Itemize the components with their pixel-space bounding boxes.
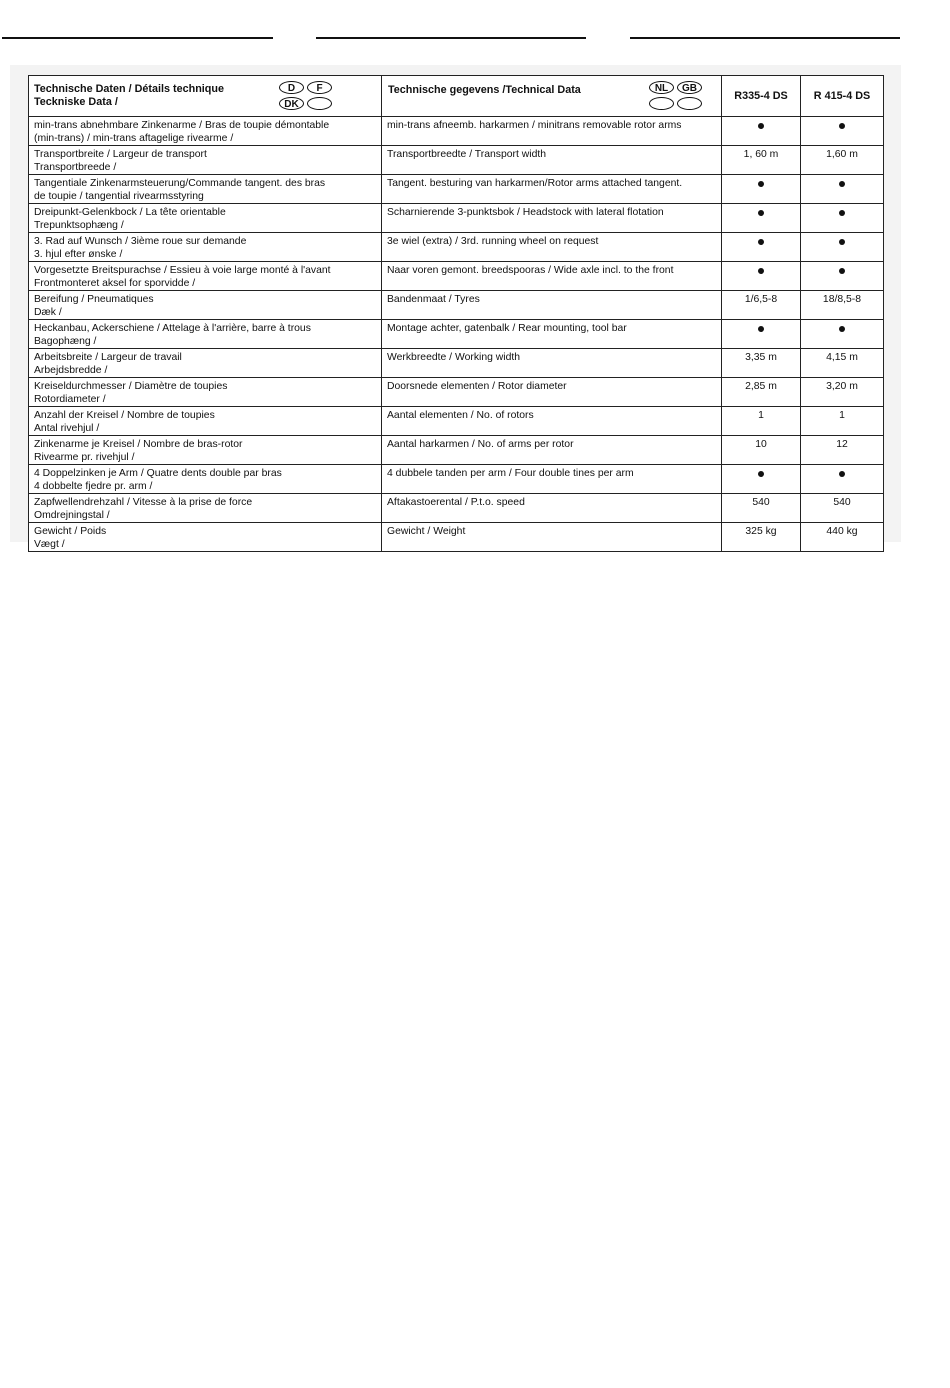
cell-value-r335 <box>722 262 801 291</box>
table-row <box>29 436 884 465</box>
language-badge-d: D <box>279 81 304 94</box>
cell-line-german-french: Vorgesetzte Breitspurachse / Essieu à voie large monté à l'avant <box>34 265 331 276</box>
cell-dutch-english: Aftakastoerental / P.t.o. speed <box>382 494 722 523</box>
table-row <box>29 146 884 175</box>
language-badge-empty <box>307 97 332 110</box>
cell-german-french-danish <box>29 349 382 378</box>
cell-value-text: 4,15 m <box>826 352 858 363</box>
cell-line-german-french: min-trans abnehmbare Zinkenarme / Bras de toupie démontable <box>34 120 330 131</box>
cell-line-german-french: Anzahl der Kreisel / Nombre de toupies <box>34 410 215 421</box>
cell-line-danish: Omdrejningstal / <box>34 510 110 521</box>
included-bullet-icon <box>839 471 845 477</box>
cell-value-r335 <box>722 494 801 523</box>
cell-value-r335 <box>722 233 801 262</box>
cell-line-danish: 3. hjul efter ønske / <box>34 249 123 260</box>
cell-value-text: 18/8,5-8 <box>822 294 862 305</box>
top-rule-right <box>630 37 900 39</box>
cell-value-r415 <box>801 233 884 262</box>
cell-line-german-french: Zinkenarme je Kreisel / Nombre de bras-rotor <box>34 439 243 450</box>
cell-value-r415 <box>801 407 884 436</box>
cell-value-r335 <box>722 523 801 552</box>
included-bullet-icon <box>839 123 845 129</box>
cell-line-danish: Antal rivehjul / <box>34 423 100 434</box>
language-badges-nl-gb <box>649 81 707 113</box>
cell-line-danish: de toupie / tangential rivearmsstyring <box>34 191 204 202</box>
language-badge-empty <box>677 97 702 110</box>
cell-line-german-french: 4 Doppelzinken je Arm / Quatre dents double par bras <box>34 468 282 479</box>
cell-value-r415 <box>801 349 884 378</box>
included-bullet-icon <box>758 123 764 129</box>
cell-line-danish: Trepunktsophæng / <box>34 220 124 231</box>
cell-line-german-french: Bereifung / Pneumatiques <box>34 294 154 305</box>
cell-value-text: 12 <box>836 439 848 450</box>
cell-german-french-danish <box>29 204 382 233</box>
cell-dutch-english: Gewicht / Weight <box>382 523 722 552</box>
cell-value-text: 440 kg <box>826 526 858 537</box>
header-col-german-french-danish <box>29 76 382 117</box>
cell-value-text: 1/6,5-8 <box>744 294 778 305</box>
header-model-r335: R335-4 DS <box>722 76 801 117</box>
cell-value-text: 3,20 m <box>826 381 858 392</box>
table-row <box>29 175 884 204</box>
cell-value-text: 2,85 m <box>745 381 777 392</box>
table-row <box>29 320 884 349</box>
cell-german-french-danish <box>29 320 382 349</box>
table-row <box>29 204 884 233</box>
cell-value-r335 <box>722 175 801 204</box>
cell-line-danish: (min-trans) / min-trans aftagelige rivearme / <box>34 133 234 144</box>
cell-line-german-french: Zapfwellendrehzahl / Vitesse à la prise de force <box>34 497 253 508</box>
cell-line-german-french: Gewicht / Poids <box>34 526 107 537</box>
cell-dutch-english: min-trans afneemb. harkarmen / minitrans removable rotor arms <box>382 117 722 146</box>
cell-dutch-english: Doorsnede elementen / Rotor diameter <box>382 378 722 407</box>
table-header-row <box>29 76 884 117</box>
header-title-line1: Technische Daten / Détails technique <box>34 83 224 95</box>
top-rule-middle <box>316 37 586 39</box>
header-model-r415: R 415-4 DS <box>801 76 884 117</box>
cell-value-text: 1, 60 m <box>743 149 779 160</box>
cell-value-r415 <box>801 436 884 465</box>
cell-dutch-english: Tangent. besturing van harkarmen/Rotor arms attached tangent. <box>382 175 722 204</box>
language-badge-dk: DK <box>279 97 304 110</box>
cell-line-danish: Bagophæng / <box>34 336 97 347</box>
cell-german-french-danish <box>29 436 382 465</box>
cell-german-french-danish <box>29 291 382 320</box>
cell-line-german-french: Arbeitsbreite / Largeur de travail <box>34 352 182 363</box>
cell-dutch-english: Aantal harkarmen / No. of arms per rotor <box>382 436 722 465</box>
included-bullet-icon <box>758 210 764 216</box>
cell-line-german-french: Tangentiale Zinkenarmsteuerung/Commande tangent. des bras <box>34 178 326 189</box>
cell-dutch-english: Transportbreedte / Transport width <box>382 146 722 175</box>
cell-value-text: 1 <box>758 410 764 421</box>
language-badge-f: F <box>307 81 332 94</box>
cell-value-text: 3,35 m <box>745 352 777 363</box>
cell-line-german-french: Heckanbau, Ackerschiene / Attelage à l'arrière, barre à trous <box>34 323 311 334</box>
technical-data-table <box>28 75 884 552</box>
included-bullet-icon <box>839 239 845 245</box>
included-bullet-icon <box>839 326 845 332</box>
cell-dutch-english: Werkbreedte / Working width <box>382 349 722 378</box>
table-row <box>29 262 884 291</box>
table-row <box>29 349 884 378</box>
cell-german-french-danish <box>29 523 382 552</box>
table-row <box>29 233 884 262</box>
cell-line-danish: Rivearme pr. rivehjul / <box>34 452 135 463</box>
cell-german-french-danish <box>29 407 382 436</box>
included-bullet-icon <box>758 181 764 187</box>
included-bullet-icon <box>758 239 764 245</box>
table-row <box>29 465 884 494</box>
cell-value-r335 <box>722 291 801 320</box>
cell-line-german-french: 3. Rad auf Wunsch / 3ième roue sur demande <box>34 236 247 247</box>
cell-dutch-english: Aantal elementen / No. of rotors <box>382 407 722 436</box>
cell-line-danish: Transportbreede / <box>34 162 117 173</box>
cell-value-r335 <box>722 407 801 436</box>
cell-line-german-french: Kreiseldurchmesser / Diamètre de toupies <box>34 381 228 392</box>
cell-value-r415 <box>801 204 884 233</box>
cell-value-r415 <box>801 465 884 494</box>
top-rule-left <box>2 37 273 39</box>
cell-line-danish: Dæk / <box>34 307 62 318</box>
cell-line-danish: Arbejdsbredde / <box>34 365 108 376</box>
cell-german-french-danish <box>29 465 382 494</box>
cell-value-r415 <box>801 291 884 320</box>
language-badge-gb: GB <box>677 81 702 94</box>
header-title-line2: Teckniske Data / <box>34 96 118 108</box>
cell-dutch-english: Scharnierende 3-punktsbok / Headstock with lateral flotation <box>382 204 722 233</box>
cell-value-r415 <box>801 320 884 349</box>
language-badges-d-f-dk <box>279 81 337 113</box>
cell-value-text: 1 <box>839 410 845 421</box>
cell-line-danish: Vægt / <box>34 539 65 550</box>
cell-dutch-english: Naar voren gemont. breedspooras / Wide axle incl. to the front <box>382 262 722 291</box>
cell-value-r335 <box>722 465 801 494</box>
header-col-dutch-english <box>382 76 722 117</box>
table-row <box>29 291 884 320</box>
included-bullet-icon <box>758 326 764 332</box>
cell-line-danish: 4 dobbelte fjedre pr. arm / <box>34 481 153 492</box>
cell-value-r335 <box>722 320 801 349</box>
cell-german-french-danish <box>29 175 382 204</box>
cell-value-text: 10 <box>755 439 767 450</box>
included-bullet-icon <box>758 268 764 274</box>
cell-line-german-french: Dreipunkt-Gelenkbock / La tête orientable <box>34 207 226 218</box>
cell-value-r415 <box>801 523 884 552</box>
cell-value-text: 1,60 m <box>826 149 858 160</box>
cell-german-french-danish <box>29 378 382 407</box>
cell-value-r335 <box>722 378 801 407</box>
cell-value-r415 <box>801 494 884 523</box>
included-bullet-icon <box>839 210 845 216</box>
included-bullet-icon <box>839 181 845 187</box>
cell-dutch-english: 3e wiel (extra) / 3rd. running wheel on request <box>382 233 722 262</box>
included-bullet-icon <box>758 471 764 477</box>
header-title-dutch-english: Technische gegevens /Technical Data <box>388 84 581 96</box>
cell-value-r415 <box>801 117 884 146</box>
included-bullet-icon <box>839 268 845 274</box>
cell-dutch-english: 4 dubbele tanden per arm / Four double tines per arm <box>382 465 722 494</box>
table-row <box>29 117 884 146</box>
cell-line-danish: Frontmonteret aksel for sporvidde / <box>34 278 196 289</box>
cell-german-french-danish <box>29 146 382 175</box>
cell-value-r415 <box>801 175 884 204</box>
table-row <box>29 523 884 552</box>
table-row <box>29 494 884 523</box>
cell-dutch-english: Bandenmaat / Tyres <box>382 291 722 320</box>
cell-line-german-french: Transportbreite / Largeur de transport <box>34 149 207 160</box>
table-row <box>29 378 884 407</box>
cell-german-french-danish <box>29 494 382 523</box>
cell-dutch-english: Montage achter, gatenbalk / Rear mounting, tool bar <box>382 320 722 349</box>
cell-line-danish: Rotordiameter / <box>34 394 106 405</box>
cell-value-r335 <box>722 349 801 378</box>
table-row <box>29 407 884 436</box>
cell-value-r415 <box>801 146 884 175</box>
cell-german-french-danish <box>29 262 382 291</box>
cell-value-r335 <box>722 117 801 146</box>
cell-value-r335 <box>722 436 801 465</box>
cell-value-r415 <box>801 378 884 407</box>
cell-value-text: 540 <box>752 497 770 508</box>
language-badge-empty <box>649 97 674 110</box>
cell-value-text: 540 <box>833 497 851 508</box>
cell-value-r415 <box>801 262 884 291</box>
cell-value-text: 325 kg <box>745 526 777 537</box>
cell-german-french-danish <box>29 117 382 146</box>
language-badge-nl: NL <box>649 81 674 94</box>
cell-value-r335 <box>722 146 801 175</box>
cell-german-french-danish <box>29 233 382 262</box>
cell-value-r335 <box>722 204 801 233</box>
